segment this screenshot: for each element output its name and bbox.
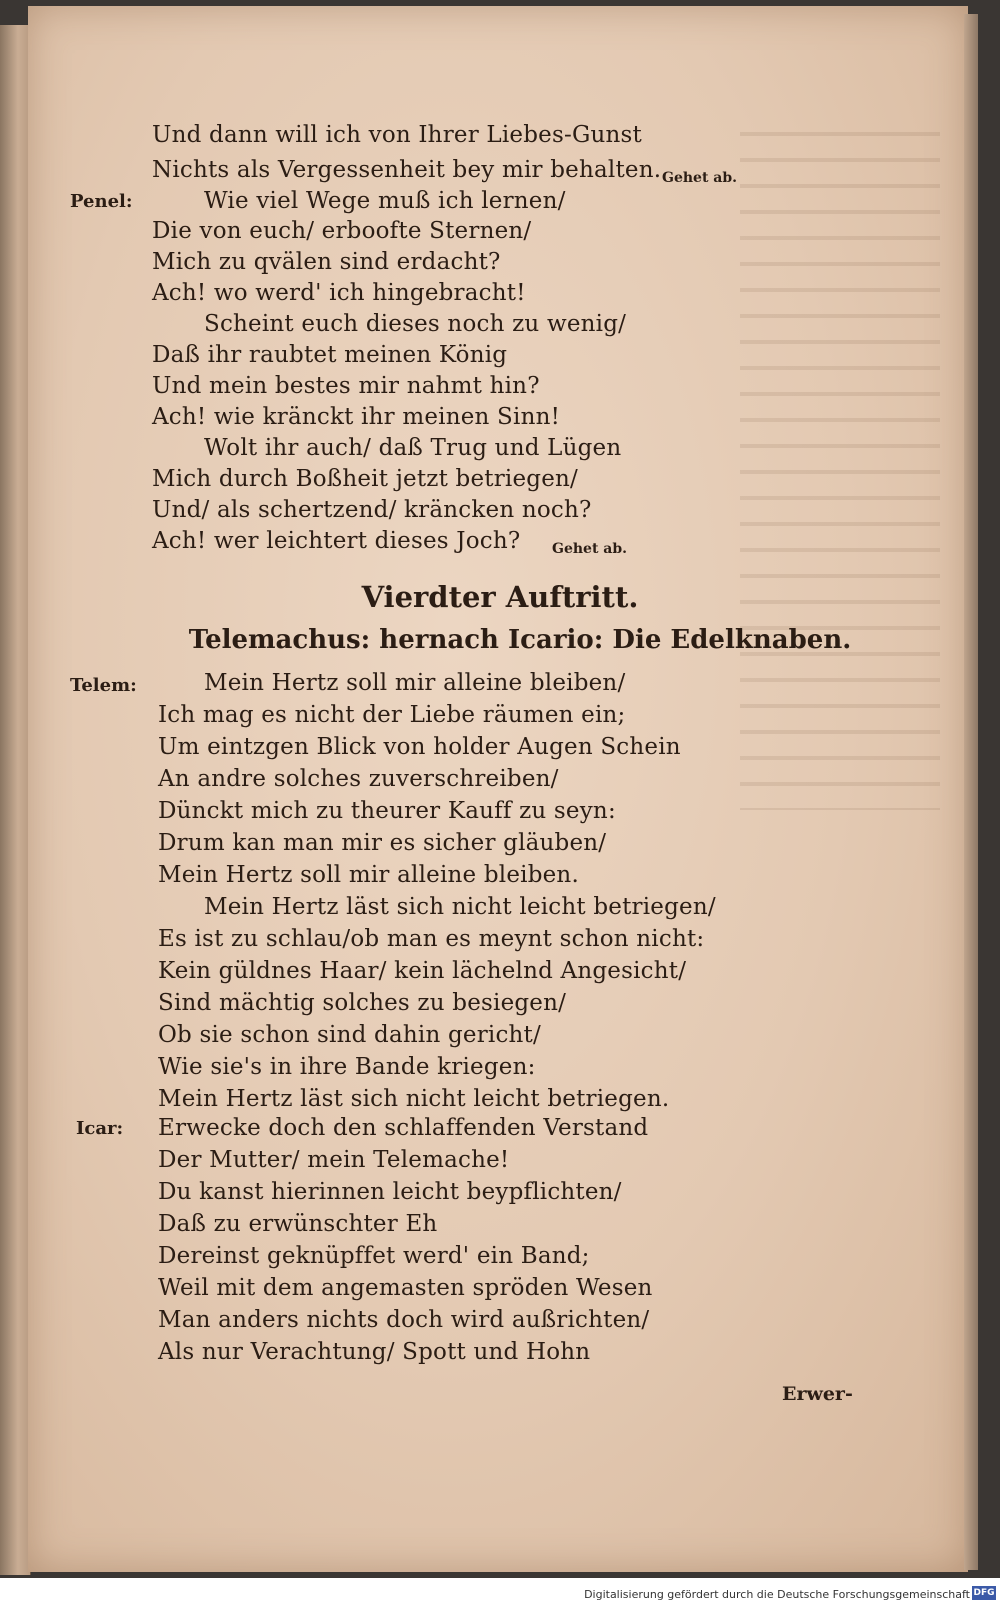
text-line: Drum kan man mir es sicher gläuben/ [158,830,607,856]
speaker-icar: Icar: [76,1118,124,1139]
text-line: Und mein bestes mir nahmt hin? [152,373,540,399]
text-line: Kein güldnes Haar/ kein lächelnd Angesicht/ [158,958,687,984]
text-line: Weil mit dem angemasten spröden Wesen [158,1275,653,1301]
text-line: Um eintzgen Blick von holder Augen Schein [158,734,681,760]
text-line: Scheint euch dieses noch zu wenig/ [204,311,627,337]
stage-direction: Gehet ab. [662,170,738,186]
text-line: Ob sie schon sind dahin gericht/ [158,1022,541,1048]
text-line: Wolt ihr auch/ daß Trug und Lügen [204,435,622,461]
scene-cast: Telemachus: hernach Icario: Die Edelknaben. [188,625,852,655]
text-line: Der Mutter/ mein Telemache! [158,1147,510,1173]
text-line: Ach! wie kränckt ihr meinen Sinn! [152,404,561,430]
text-line: Ich mag es nicht der Liebe räumen ein; [158,702,626,728]
text-line: Du kanst hierinnen leicht beypflichten/ [158,1179,622,1205]
footer [0,1578,1000,1610]
text-line: An andre solches zuverschreiben/ [158,766,559,792]
text-line: Wie viel Wege muß ich lernen/ [204,188,566,214]
catchword: Erwer- [782,1383,853,1405]
text-line: Dünckt mich zu theurer Kauff zu seyn: [158,798,616,824]
text-line: Man anders nichts doch wird außrichten/ [158,1307,650,1333]
text-line: Mich durch Boßheit jetzt betriegen/ [152,466,578,492]
speaker-penel: Penel: [70,191,133,212]
scene-title: Vierdter Auftritt. [361,580,639,614]
text-line: Daß zu erwünschter Eh [158,1211,438,1237]
text-line: Wie sie's in ihre Bande kriegen: [158,1054,536,1080]
text-line: Erwecke doch den schlaffenden Verstand [158,1115,649,1141]
show-through-bleed [740,110,940,810]
text-line: Daß ihr raubtet meinen König [152,342,508,368]
text-line: Mein Hertz soll mir alleine bleiben. [158,862,579,888]
page-right-edge [964,14,978,1570]
speaker-telem: Telem: [70,675,137,696]
text-line: Und dann will ich von Ihrer Liebes-Gunst [152,122,643,148]
text-line: Mein Hertz soll mir alleine bleiben/ [204,670,626,696]
funding-credit: Digitalisierung gefördert durch die Deutsche Forschungsgemeinschaft [584,1588,970,1601]
dfg-logo: DFG [973,1588,995,1598]
left-page-edge [0,25,31,1575]
text-line: Es ist zu schlau/ob man es meynt schon nicht: [158,926,705,952]
text-line: Ach! wo werd' ich hingebracht! [152,280,526,306]
stage-direction: Gehet ab. [552,541,628,557]
text-line: Die von euch/ erboofte Sternen/ [152,218,532,244]
text-line: Als nur Verachtung/ Spott und Hohn [158,1339,591,1365]
text-line: Dereinst geknüpffet werd' ein Band; [158,1243,590,1269]
text-line: Mein Hertz läst sich nicht leicht betriegen/ [204,894,716,920]
text-line: Mein Hertz läst sich nicht leicht betriegen. [158,1086,670,1112]
text-line: Nichts als Vergessenheit bey mir behalten. [152,157,662,183]
text-line: Und/ als schertzend/ kräncken noch? [152,497,592,523]
text-line: Sind mächtig solches zu besiegen/ [158,990,567,1016]
text-line: Ach! wer leichtert dieses Joch? [152,528,521,554]
text-line: Mich zu qvälen sind erdacht? [152,249,501,275]
